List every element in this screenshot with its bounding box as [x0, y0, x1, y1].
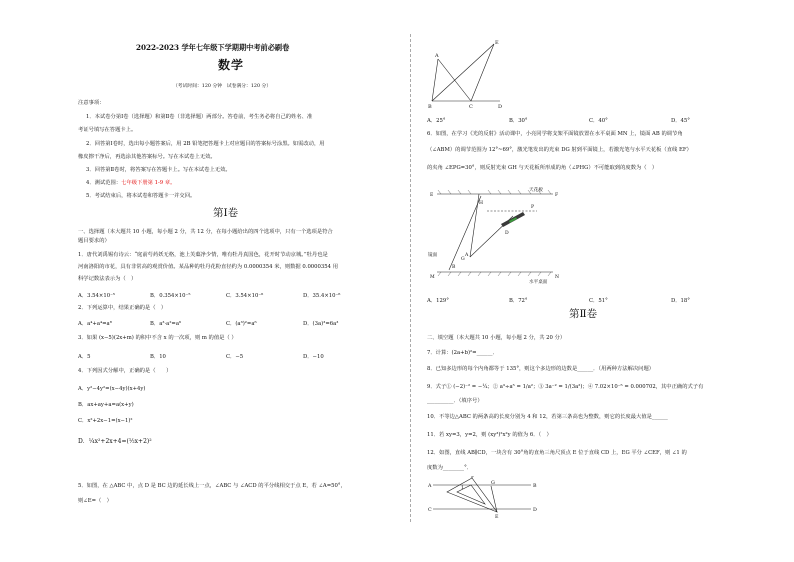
section1-heading: 一、选择题（本大题共 10 小题，每小题 2 分，共 12 分，在每小题给出的四个选项中，只有一个选项是符合 [78, 229, 333, 235]
desk-hatch [538, 272, 541, 276]
mirror-label: 镜面 [428, 253, 438, 258]
q4-option-c: C．x²+2x−1=(x−1)² [78, 418, 133, 424]
label-b: B [452, 265, 456, 270]
q7: 7．计算：(2a+b)²=______． [427, 350, 498, 356]
label-e: E [430, 193, 434, 198]
q5-line2: 则∠E=（ ） [78, 498, 112, 504]
q12-figure [427, 476, 537, 520]
ceiling-hatch [498, 190, 501, 194]
column-divider [410, 34, 411, 522]
mirror-ab [449, 196, 484, 270]
segment-be [432, 44, 494, 101]
ceiling-hatch [458, 190, 461, 194]
q2-option-d: D．(3a)³=6a³ [303, 321, 339, 327]
q4-option-b: B．ax+ay+a=a(x+y) [78, 402, 134, 408]
triangle-ruler-outer [447, 478, 497, 512]
q2-option-c: C．(a³)²=a⁶ [226, 321, 257, 327]
note-4 [86, 180, 175, 187]
desk-hatch [438, 272, 441, 276]
part1-heading: 第Ⅰ卷 [213, 207, 239, 219]
q6-line3: 的夹角 ∠EPG=30°，则反射光束 GH 与天花板所形成的角（∠PHG）不可能取到的度数为（ ） [427, 165, 658, 171]
segment-ce [471, 44, 494, 101]
label-f: F [471, 476, 475, 480]
note-4-text: 4．测试范围： [86, 180, 122, 186]
label-g: G [461, 257, 465, 262]
note-5: 5．考试结束后，将本试卷和答题卡一并交回。 [86, 193, 196, 199]
test-range: 七年级下册第 1-9 章。 [121, 180, 176, 186]
subject-title: 数学 [218, 58, 245, 72]
q3-option-b: B．10 [150, 354, 166, 360]
ceiling-hatch [548, 190, 551, 194]
label-g: G [491, 481, 495, 486]
label-d: D [505, 231, 509, 236]
desk-label: 水平桌面 [529, 280, 548, 285]
label-d: D [533, 508, 537, 513]
q6-option-c: C．51° [589, 298, 608, 304]
q11: 11．若 xy=3，y=2，则 (xy³)²x²y 的值为 6．（ ） [427, 432, 552, 438]
right-column [423, 0, 753, 562]
q1-option-c: C．3.54×10⁻⁶ [226, 293, 264, 299]
note-2: 2．回答第Ⅰ卷时，选出每小题答案后，用 2B 铅笔把答题卡上对应题目的答案标号涂黑。如需改动，用 [86, 141, 325, 147]
q1-option-b: B．0.354×10⁻⁵ [150, 293, 191, 299]
desk-hatch [448, 272, 451, 276]
label-p: P [531, 205, 535, 210]
notes-heading: 注意事项： [78, 100, 105, 106]
q6-line1: 6．如图，在学习《光的反射》活动课中，小亮同学将支架平面镜放置在水平桌面 MN 上，镜面 AB 的调节角 [427, 131, 683, 137]
q1-line2: 河南洛阳的市花，具有非常高的观赏价值。某品种的牡丹花粉直径约为 0.0000354 米，则数据 0.0000354 用 [78, 264, 339, 270]
label-a: A [428, 484, 432, 489]
desk-hatch [488, 272, 491, 276]
q6-option-d: D．18° [671, 298, 690, 304]
label-e: E [495, 40, 499, 46]
q3-option-d: D．−10 [303, 354, 324, 360]
note-1: 1．本试卷分第Ⅰ卷（选择题）和第Ⅱ卷（非选择题）两部分。答卷前，考生务必将自己的姓名、准 [86, 114, 313, 120]
q6-option-a: A．129° [427, 298, 449, 304]
label-b: B [428, 104, 432, 110]
label-a: A [465, 253, 469, 258]
q4-option-a: A．y²−4y²=(x−4y)(x+4y) [78, 386, 146, 392]
q5-figure [426, 38, 508, 110]
q1-line3: 科学记数法表示为（ ） [78, 276, 137, 282]
exam-title: 2022-2023 学年七年级下学期期中考前必刷卷 [136, 43, 290, 52]
desk-hatch [508, 272, 511, 276]
q4-stem: 4．下列因式分解中，正确的是（ ） [78, 368, 172, 374]
ceiling-hatch [488, 190, 491, 194]
segment-ab [432, 59, 438, 101]
desk-hatch [468, 272, 471, 276]
desk-hatch [498, 272, 501, 276]
light-gh [470, 194, 479, 257]
desk-hatch [478, 272, 481, 276]
q5-option-d: D．45° [671, 118, 690, 124]
note-1b: 考证号填写在答题卡上。 [78, 127, 137, 133]
ceiling-label: 天花板 [529, 188, 543, 193]
q8: 8．已知多边形的每个内角都等于 135°，则这个多边形的边数是______．（用两种方法解决问题） [427, 366, 655, 372]
desk-hatch [548, 272, 551, 276]
note-3: 3．回答第Ⅱ卷时，将答案写在答题卡上。写在本试卷上无效。 [86, 167, 231, 173]
q3-option-a: A．5 [78, 354, 91, 360]
label-e: E [495, 515, 499, 520]
q1-option-a: A．3.54×10⁻⁵ [78, 293, 116, 299]
section1-heading-2: 题目要求的） [78, 238, 110, 244]
q5-line1: 5．如图，在 △ABC 中，点 D 是 BC 边的延长线上一点，∠ABC 与 ∠ACD 的平分线相交于点 E，若 ∠A=50°， [78, 483, 346, 489]
q5-option-a: A．25° [427, 118, 446, 124]
q6-line2: （∠ABM）的调节范围为 12°~69°，激光笔发出的光束 DG 射到平面镜上，若激光笔与水平天花板（直线 EF） [427, 147, 692, 153]
q5-option-b: B．30° [509, 118, 528, 124]
ceiling-hatch [438, 190, 441, 194]
label-d: D [498, 104, 503, 110]
q6-figure [427, 186, 562, 286]
exam-meta: （考试时间：120 分钟 试卷满分：120 分） [173, 84, 272, 89]
label-n: N [555, 275, 560, 280]
q3-stem: 3．如果 (x−5)(2x+m) 的积中不含 x 的一次项，则 m 的值是（ ） [78, 335, 237, 341]
q9: 9．式子① (−2)⁻² = −¼；② a³÷a⁵ = 1/a²；③ 3a⁻² = 1/(3a²)；④ 7.02×10⁻⁵ = 0.000702，其中正确的式子有 [427, 384, 704, 390]
desk-hatch [518, 272, 521, 276]
ceiling-hatch [448, 190, 451, 194]
ceiling-hatch [518, 190, 521, 194]
label-b: B [533, 484, 537, 489]
q12-line1: 12．如图，直线 AB∥CD，一块含有 30°角的直角三角尺顶点 E 位于直线 CD 上，EG 平分 ∠CEF，则 ∠1 的 [427, 450, 687, 456]
ceiling-hatch [468, 190, 471, 194]
q3-option-c: C．−5 [226, 354, 244, 360]
left-column [78, 0, 400, 562]
q2-stem: 2．下列运算中，结果正确的是（ ） [78, 305, 167, 311]
q9-blank: __________．（填序号） [427, 398, 483, 404]
q1-line1: 1．唐代刘禹锡有诗云：“庭前芍药妖无格，池上芙蕖净少情，唯有牡丹真国色，花开时节动京城。”牡丹也是 [78, 252, 328, 258]
label-f: F [555, 193, 559, 198]
q5-option-c: C．40° [589, 118, 608, 124]
q2-option-a: A．a⁴+a⁴=a⁸ [78, 321, 112, 327]
q1-option-d: D．35.4×10⁻⁶ [303, 293, 341, 299]
label-c: C [469, 104, 473, 110]
label-h: H [479, 201, 484, 206]
part2-heading: 第Ⅱ卷 [569, 308, 598, 320]
label-m: M [430, 275, 435, 280]
section2-heading: 二、填空题（本大题共 10 小题，每小题 2 分，共 20 分） [427, 335, 566, 341]
q6-option-b: B．72° [509, 298, 528, 304]
desk-hatch [458, 272, 461, 276]
label-c: C [428, 508, 432, 513]
q10: 10．不等边△ABC 的两条高的长度分别为 4 和 12，若第三条高也为整数，则它的长度最大值是______ [427, 414, 668, 420]
q4-option-d: D．¼x²+2x+4=(½x+2)² [78, 438, 152, 445]
label-angle-1: 1 [461, 486, 465, 491]
q2-option-b: B．a³·a²=a⁶ [150, 321, 182, 327]
q12-line2: 度数为________°． [427, 465, 473, 471]
label-a: A [435, 53, 439, 59]
note-2b: 橡皮擦干净后，再选涂其他答案标号。写在本试卷上无效。 [78, 154, 216, 160]
desk-hatch [528, 272, 531, 276]
ceiling-hatch [508, 190, 511, 194]
